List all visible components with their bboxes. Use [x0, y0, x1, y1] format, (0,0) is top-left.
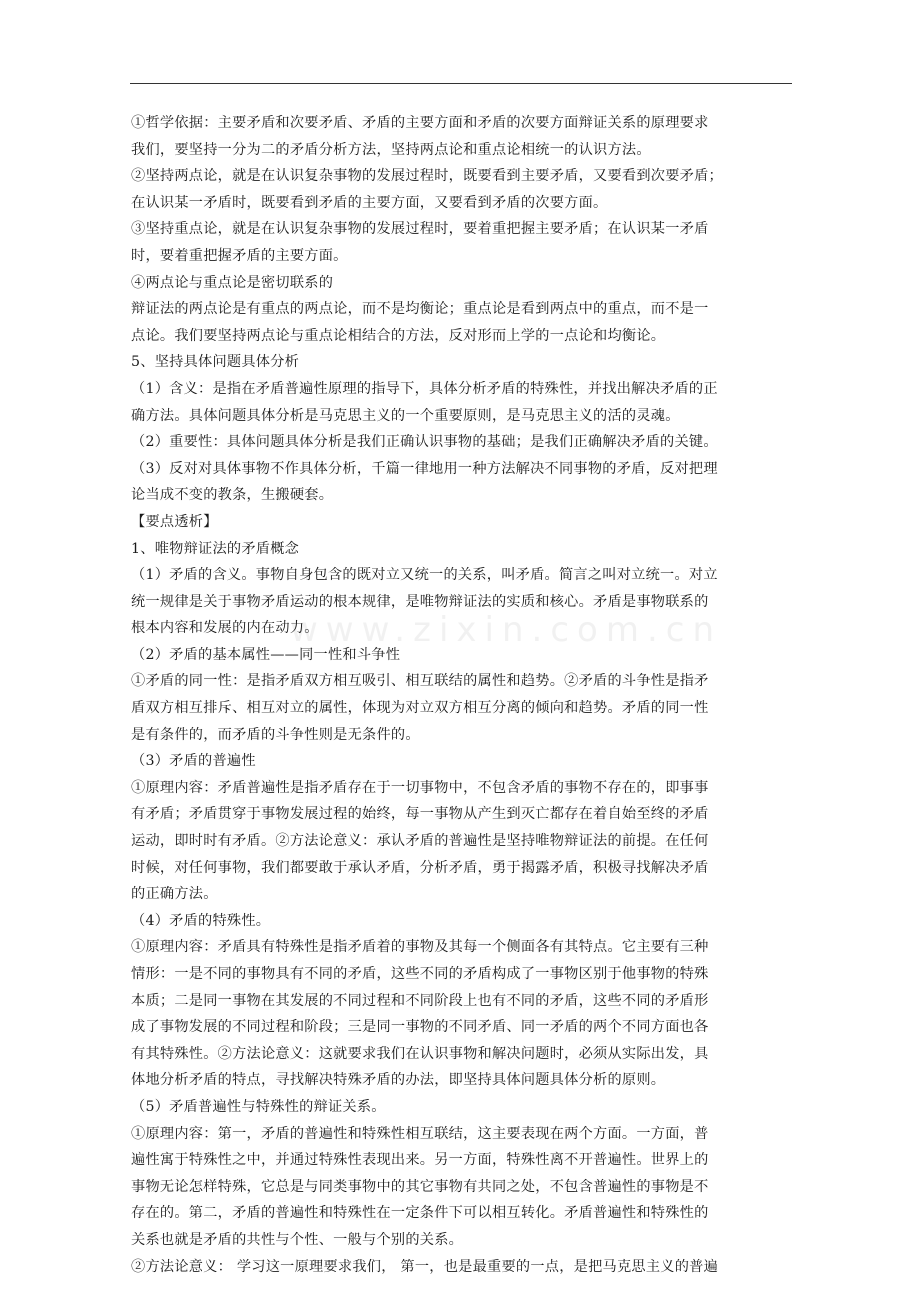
text-line: 成了事物发展的不同过程和阶段；三是同一事物的不同矛盾、同一矛盾的两个不同方面也各	[131, 1019, 709, 1036]
header-rule	[130, 83, 792, 84]
text-line: 论当成不变的教条，生搬硬套。	[131, 487, 334, 504]
text-line: ③坚持重点论，就是在认识复杂事物的发展过程时，要着重把握主要矛盾；在认识某一矛盾	[131, 221, 709, 238]
text-line: 统一规律是关于事物矛盾运动的根本规律，是唯物辩证法的实质和核心。矛盾是事物联系的	[131, 593, 709, 610]
text-line: 有其特殊性。②方法论意义：这就要求我们在认识事物和解决问题时，必须从实际出发，具	[131, 1045, 709, 1062]
text-line: 运动，即时时有矛盾。②方法论意义：承认矛盾的普遍性是坚持唯物辩证法的前提。在任何	[131, 833, 709, 850]
text-line: （3）反对对具体事物不作具体分析，千篇一律地用一种方法解决不同事物的矛盾，反对把理	[131, 460, 718, 477]
text-line: 事物无论怎样特殊，它总是与同类事物中的其它事物有共同之处，不包含普遍性的事物是不	[131, 1178, 709, 1195]
text-line: 遍性寓于特殊性之中，并通过特殊性表现出来。另一方面，特殊性离不开普遍性。世界上的	[131, 1152, 709, 1169]
text-line: （2）矛盾的基本属性——同一性和斗争性	[131, 646, 401, 663]
text-line: ①矛盾的同一性：是指矛盾双方相互吸引、相互联结的属性和趋势。②矛盾的斗争性是指矛	[131, 673, 709, 690]
text-line: ①原理内容：第一，矛盾的普遍性和特殊性相互联结，这主要表现在两个方面。一方面，普	[131, 1125, 709, 1142]
text-line: 【要点透析】	[131, 513, 218, 530]
text-line: ①原理内容：矛盾普遍性是指矛盾存在于一切事物中，不包含矛盾的事物不存在的，即事事	[131, 779, 709, 796]
text-line: 在认识某一矛盾时，既要看到矛盾的主要方面，又要看到矛盾的次要方面。	[131, 194, 608, 211]
watermark: www.zixin.com.cn	[290, 610, 722, 650]
text-line: 是有条件的，而矛盾的斗争性则是无条件的。	[131, 726, 420, 743]
text-line: （1）含义：是指在矛盾普遍性原理的指导下，具体分析矛盾的特殊性，并找出解决矛盾的正	[131, 380, 718, 397]
text-line: 辩证法的两点论是有重点的两点论，而不是均衡论；重点论是看到两点中的重点，而不是一	[131, 301, 709, 318]
text-line: 本质；二是同一事物在其发展的不同过程和不同阶段上也有不同的矛盾，这些不同的矛盾形	[131, 992, 709, 1009]
text-line: 体地分析矛盾的特点，寻找解决特殊矛盾的办法，即坚持具体问题具体分析的原则。	[131, 1072, 666, 1089]
text-line: （2）重要性：具体问题具体分析是我们正确认识事物的基础；是我们正确解决矛盾的关键。	[131, 434, 718, 451]
text-line: 我们，要坚持一分为二的矛盾分析方法，坚持两点论和重点论相统一的认识方法。	[131, 141, 651, 158]
text-line: 时候，对任何事物，我们都要敢于承认矛盾，分析矛盾，勇于揭露矛盾，积极寻找解决矛盾	[131, 859, 709, 876]
text-line: 点论。我们要坚持两点论与重点论相结合的方法，反对形而上学的一点论和均衡论。	[131, 327, 666, 344]
text-line: 关系也就是矛盾的共性与个性、一般与个别的关系。	[131, 1231, 464, 1248]
text-line: ②坚持两点论，就是在认识复杂事物的发展过程时，既要看到主要矛盾，又要看到次要矛盾；	[131, 168, 723, 185]
text-line: 存在的。第二，矛盾的普遍性和特殊性在一定条件下可以相互转化。矛盾普遍性和特殊性的	[131, 1205, 709, 1222]
text-line: ④两点论与重点论是密切联系的	[131, 274, 334, 291]
text-line: 确方法。具体问题具体分析是马克思主义的一个重要原则，是马克思主义的活的灵魂。	[131, 407, 680, 424]
text-line: （1）矛盾的含义。事物自身包含的既对立又统一的关系，叫矛盾。简言之叫对立统一。对立	[131, 567, 718, 584]
text-line: （4）矛盾的特殊性。	[131, 912, 271, 929]
text-line: 盾双方相互排斥、相互对立的属性，体现为对立双方相互分离的倾向和趋势。矛盾的同一性	[131, 700, 709, 717]
text-line: ①哲学依据：主要矛盾和次要矛盾、矛盾的主要方面和矛盾的次要方面辩证关系的原理要求	[131, 115, 709, 131]
text-line: 情形：一是不同的事物具有不同的矛盾，这些不同的矛盾构成了一事物区别于他事物的特殊	[131, 966, 709, 982]
text-line: ①原理内容：矛盾具有特殊性是指矛盾着的事物及其每一个侧面各有其特点。它主要有三种	[131, 939, 709, 956]
text-line: 的正确方法。	[131, 886, 218, 903]
text-line: 时，要着重把握矛盾的主要方面。	[131, 247, 348, 264]
document-body	[131, 110, 793, 1280]
text-line: （5）矛盾普遍性与特殊性的辩证关系。	[131, 1098, 386, 1115]
text-line: （3）矛盾的普遍性	[131, 753, 256, 770]
text-line: ②方法论意义： 学习这一原理要求我们， 第一，也是最重要的一点，是把马克思主义的普遍	[131, 1258, 719, 1275]
text-line: 有矛盾；矛盾贯穿于事物发展过程的始终，每一事物从产生到灭亡都存在着自始至终的矛盾	[131, 806, 709, 823]
text-line: 5、坚持具体问题具体分析	[131, 354, 300, 371]
text-line: 1、唯物辩证法的矛盾概念	[131, 540, 300, 557]
text-line: 根本内容和发展的内在动力。	[131, 620, 319, 637]
